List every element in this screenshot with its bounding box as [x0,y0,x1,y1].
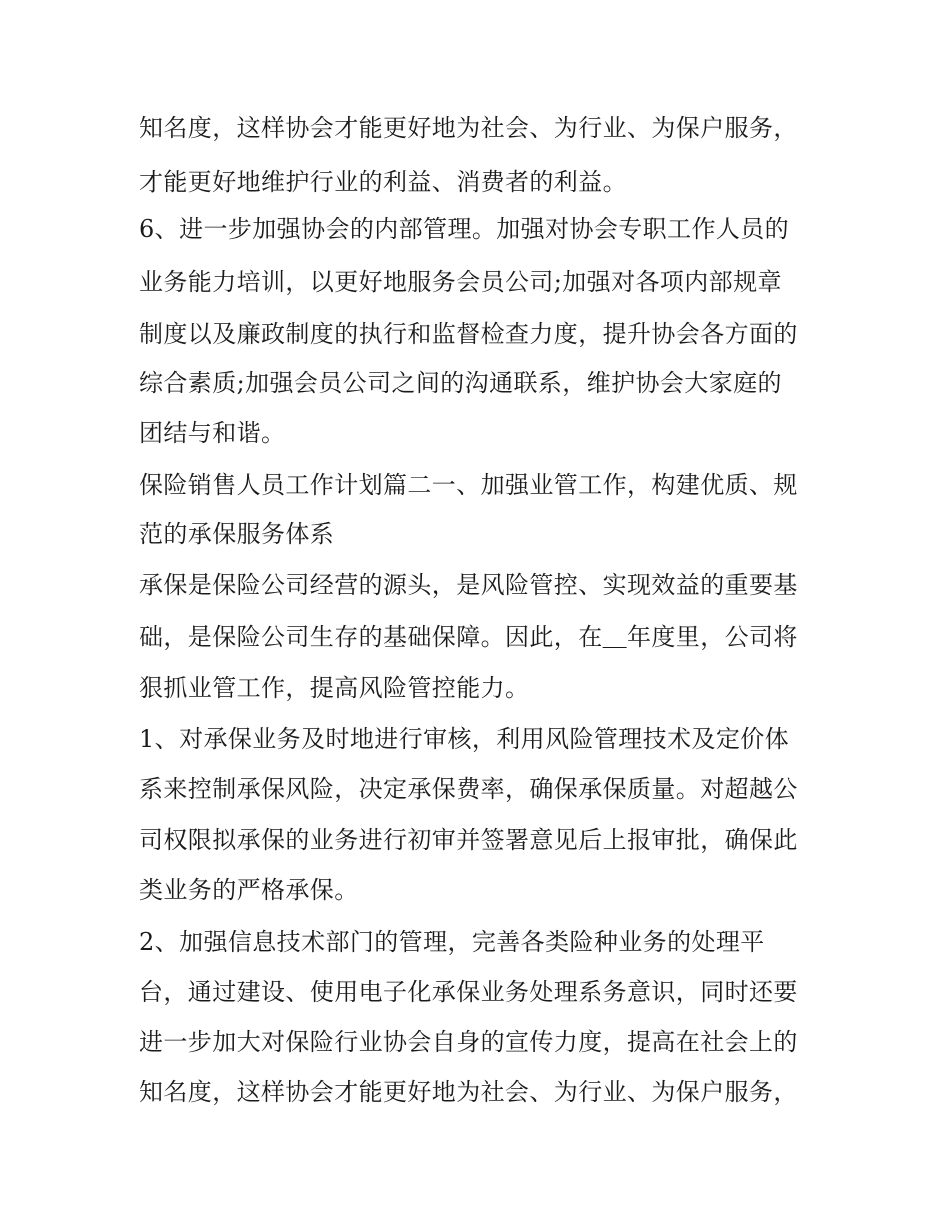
text-line: 团结与和谐。 [139,419,286,447]
text-line: 狠抓业管工作，提高风险管控能力。 [139,674,530,702]
text-line: 2、加强信息技术部门的管理，完善各类险种业务的处理平 [139,928,765,956]
text-line: 才能更好地维护行业的利益、消费者的利益。 [139,168,627,196]
text-line: 综合素质;加强会员公司之间的沟通联系，维护协会大家庭的 [139,369,782,397]
text-line: 6、进一步加强协会的内部管理。加强对协会专职工作人员的 [139,215,790,243]
text-line: 范的承保服务体系 [139,520,335,548]
text-line: 类业务的严格承保。 [139,876,359,904]
text-line: 1、对承保业务及时地进行审核，利用风险管理技术及定价体 [139,725,790,753]
text-line: 知名度，这样协会才能更好地为社会、为行业、为保户服务， [139,1078,798,1106]
text-line: 进一步加大对保险行业协会自身的宣传力度，提高在社会上的 [139,1028,798,1056]
text-line: 台，通过建设、使用电子化承保业务处理系务意识，同时还要 [139,978,798,1006]
text-line: 础，是保险公司生存的基础保障。因此，在＿年度里，公司将 [139,623,798,651]
text-line: 承保是保险公司经营的源头，是风险管控、实现效益的重要基 [139,571,798,599]
text-line: 系来控制承保风险，决定承保费率，确保承保质量。对超越公 [139,775,798,803]
text-line: 知名度，这样协会才能更好地为社会、为行业、为保户服务， [139,114,798,142]
text-line: 保险销售人员工作计划篇二一、加强业管工作，构建优质、规 [139,471,798,499]
text-line: 司权限拟承保的业务进行初审并签署意见后上报审批，确保此 [139,826,798,854]
text-line: 制度以及廉政制度的执行和监督检查力度，提升协会各方面的 [139,320,798,348]
text-line: 业务能力培训，以更好地服务会员公司;加强对各项内部规章 [139,268,782,296]
